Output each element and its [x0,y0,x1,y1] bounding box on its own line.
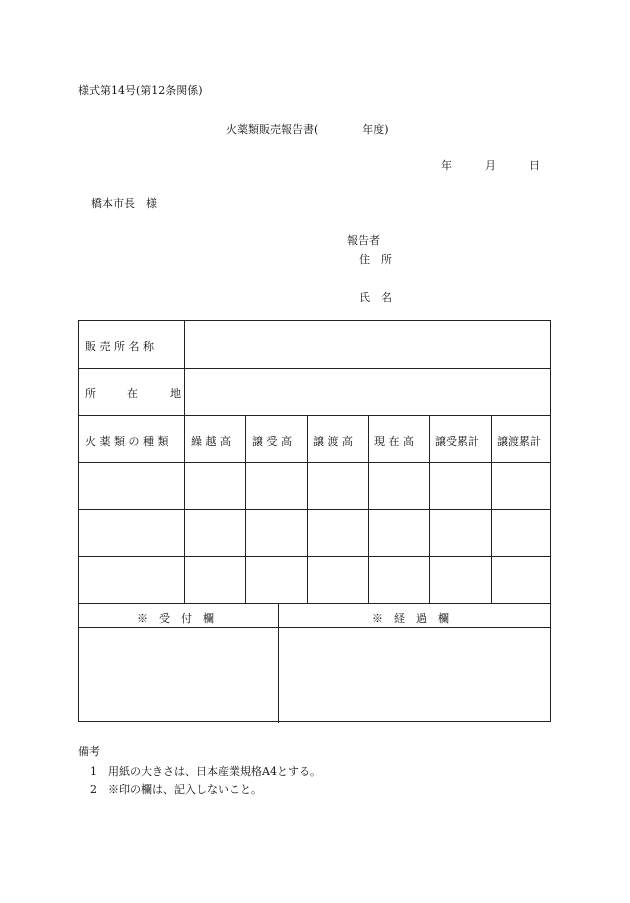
date-month: 月 [485,159,496,172]
reporter-label: 報告者 [347,234,380,247]
address-label: 住 所 [359,253,392,266]
shop-name-label: 販 売 所 名 称 [85,340,154,353]
location-field[interactable] [189,374,549,410]
date-year: 年 [441,159,452,172]
column-header-received-total: 譲受累計 [435,435,479,448]
column-header-current: 現 在 高 [374,435,414,448]
column-header-transferred: 譲 渡 高 [313,435,353,448]
progress-column-label: ※ 経 過 欄 [372,612,449,625]
date-day: 日 [529,159,540,172]
column-header-transferred-total: 譲渡累計 [497,435,541,448]
document-title: 火薬類販売報告書( 年度) [226,123,389,136]
remark-item: 2 ※印の欄は、記入しないこと。 [90,783,262,796]
reception-column-label: ※ 受 付 欄 [137,612,214,625]
date-line [441,157,540,173]
form-number: 様式第14号(第12条関係) [78,84,203,97]
location-label-1: 所 [85,387,96,400]
column-header-carried-over: 繰 越 高 [191,435,231,448]
addressee: 橋本市長 様 [91,197,157,210]
shop-name-field[interactable] [189,327,549,363]
location-label-2: 在 [127,387,138,400]
column-header-explosive-type: 火 薬 類 の 種 類 [85,435,169,448]
remarks-title: 備考 [78,745,100,758]
column-header-received: 譲 受 高 [252,435,292,448]
location-label-3: 地 [170,387,181,400]
remark-item: 1 用紙の大きさは、日本産業規格A4とする。 [90,765,321,778]
report-table [78,320,551,722]
name-label: 氏 名 [359,291,392,304]
